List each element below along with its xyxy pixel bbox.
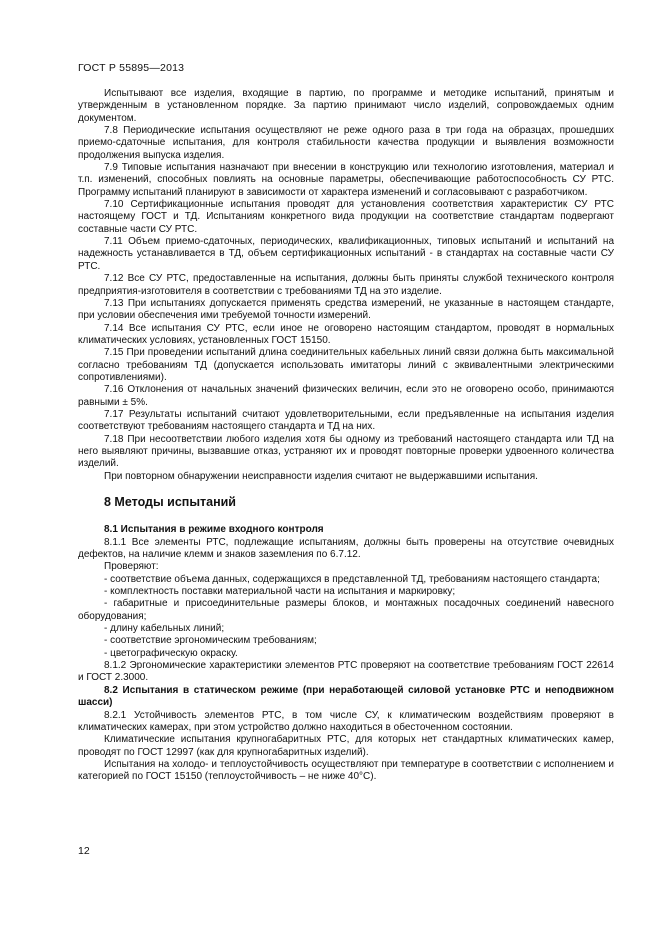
check-item-ergonomics: - соответствие эргономическим требованиям; xyxy=(104,635,317,647)
paragraph-cold-heat: Испытания на холодо- и теплоустойчивость осуществляют при температуре в соответствии с исполнением и категорией по ГОСТ 15150 (теплоустойчивость – не ниже 40°С). xyxy=(78,758,614,783)
paragraph-8-1-2: 8.1.2 Эргономические характеристики элементов РТС проверяют на соответствие требованиям ГОСТ 22614 и ГОСТ 2.3000. xyxy=(78,660,614,684)
paragraph-7-17: 7.17 Результаты испытаний считают удовлетворительными, если предъявленные на испытания изделия соответствуют требованиям настоящего стандарта и ТД на них. xyxy=(78,408,614,433)
paragraph-7-15: 7.15 При проведении испытаний длина соединительных кабельных линий связи должна быть максимальной согласно требованиям ТД (допускается использовать имитаторы линий с эквивалентными электрическими сопротивлениями). xyxy=(78,347,614,383)
paragraph-7-9: 7.9 Типовые испытания назначают при внесении в конструкцию или технологию изготовления, материал и т.п. изменений, способных повлиять на основные параметры, обеспечивающие работоспособность СУ РТС. Программу испытаний планируют в зависимости от характера изменений и согласовывают с разработчиком. xyxy=(78,162,614,198)
paragraph-7-11: 7.11 Объем приемо-сдаточных, периодических, квалификационных, типовых испытаний и испытаний на надежность устанавливается в ТД, объем сертификационных испытаний - в стандартах на составные части СУ РТС. xyxy=(78,236,614,272)
paragraph-7-12: 7.12 Все СУ РТС, предоставленные на испытания, должны быть приняты службой технического контроля предприятия-изготовителя в соответствии с требованиями ТД на это изделие. xyxy=(78,273,614,297)
paragraph-7-14: 7.14 Все испытания СУ РТС, если иное не оговорено настоящим стандартом, проводят в нормальных климатических условиях, установленных ГОСТ 15150. xyxy=(78,322,614,346)
page-number: 12 xyxy=(78,845,90,857)
paragraph-7-8: 7.8 Периодические испытания осуществляют не реже одного раза в три года на образцах, прошедших приемо-сдаточные испытания, для контроля стабильности качества продукции и выявления возможности продолжения выпуска изделия. xyxy=(78,125,614,161)
document-body xyxy=(78,88,614,784)
paragraph-8-1-1: 8.1.1 Все элементы РТС, подлежащие испытаниям, должны быть проверены на отсутствие очевидных дефектов, на наличие клемм и знаков заземления по 6.7.12. xyxy=(78,536,614,561)
check-intro: Проверяют: xyxy=(104,561,159,573)
check-item-dimensions: - габаритные и присоединительные размеры блоков, и монтажных посадочных соединений навесного оборудования; xyxy=(78,598,614,622)
paragraph-lot-testing: Испытывают все изделия, входящие в партию, по программе и методике испытаний, принятым и утвержденным в установленном порядке. За партию принимают число изделий, сопровождаемых одним документом. xyxy=(78,88,614,124)
subsection-8-2-heading: 8.2 Испытания в статическом режиме (при неработающей силовой установке РТС и неподвижном шасси) xyxy=(78,684,614,709)
standard-header: ГОСТ Р 55895—2013 xyxy=(78,62,185,74)
paragraph-7-16: 7.16 Отклонения от начальных значений физических величин, если это не оговорено особо, принимаются равными ± 5%. xyxy=(78,384,614,408)
section-8-heading: 8 Методы испытаний xyxy=(104,495,236,509)
paragraph-7-10: 7.10 Сертификационные испытания проводят для установления соответствия характеристик СУ РТС настоящему ГОСТ и ТД. Испытаниям конкретного вида продукции на соответствие стандартам подвергают составные части СУ РТС. xyxy=(78,199,614,235)
check-item-coloring: - цветографическую окраску. xyxy=(104,647,238,659)
paragraph-8-2-1: 8.2.1 Устойчивость элементов РТС, в том числе СУ, к климатическим воздействиям проверяют в климатических камерах, при этом устройство должно находиться в обесточенном состоянии. xyxy=(78,709,614,733)
paragraph-repeat-failure: При повторном обнаружении неисправности изделия считают не выдержавшими испытания. xyxy=(104,470,538,482)
check-item-data-volume: - соответствие объема данных, содержащихся в представленной ТД, требованиям настоящего стандарта; xyxy=(104,573,600,585)
check-item-completeness: - комплектность поставки материальной части на испытания и маркировку; xyxy=(104,586,456,598)
check-item-cable-length: - длину кабельных линий; xyxy=(104,623,225,635)
paragraph-7-13: 7.13 При испытаниях допускается применять средства измерений, не указанные в настоящем стандарте, при условии обеспечения ими требуемой точности измерений. xyxy=(78,297,614,322)
subsection-8-1-heading: 8.1 Испытания в режиме входного контроля xyxy=(104,524,324,536)
paragraph-7-18: 7.18 При несоответствии любого изделия хотя бы одному из требований настоящего стандарта или ТД на него выявляют причины, вызвавшие отказ, устраняют их и проводят повторные проверки удвоенного количества изделий. xyxy=(78,433,614,470)
paragraph-climate-large: Климатические испытания крупногабаритных РТС, для которых нет стандартных климатических камер, проводят по ГОСТ 12997 (как для крупногабаритных изделий). xyxy=(78,734,614,758)
